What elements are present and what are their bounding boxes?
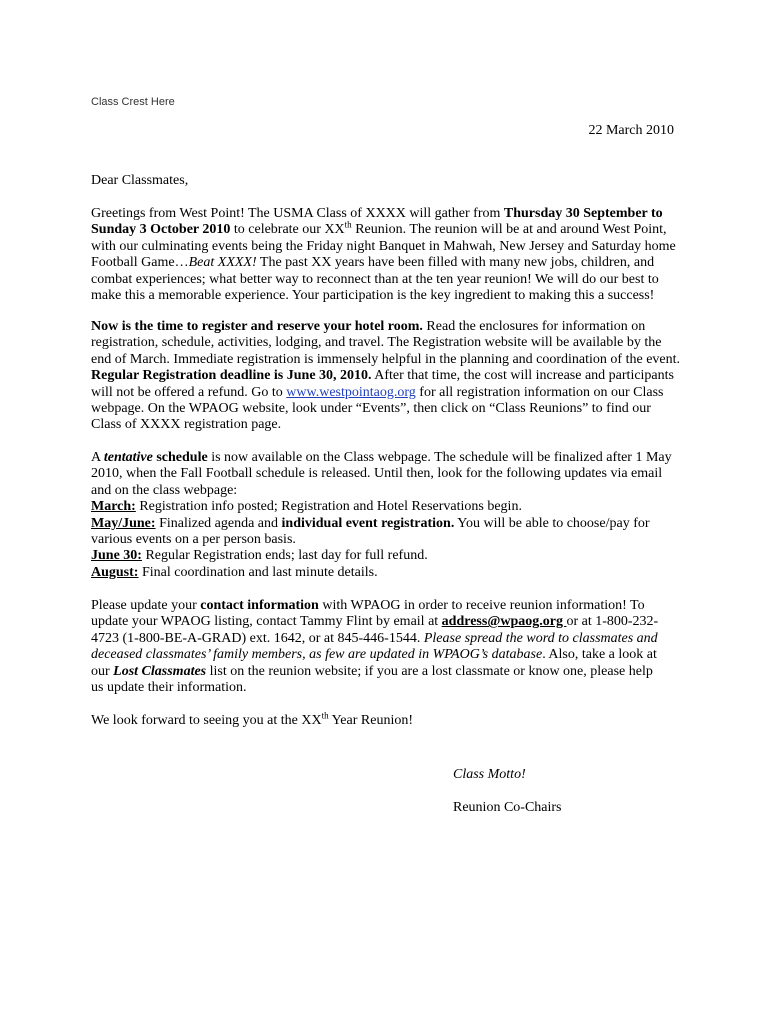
class-motto: Class Motto! (453, 767, 526, 782)
registration-deadline: Regular Registration deadline is June 30, 2010. (91, 368, 372, 384)
letter-date: 22 March 2010 (588, 123, 674, 138)
contact-email-link[interactable]: address@wpaog.org (441, 614, 567, 630)
schedule-item-august: August: Final coordination and last minute details. (91, 564, 378, 580)
paragraph-registration: Now is the time to register and reserve your hotel room. Read the enclosures for information on registration, schedule, activities, lodging, and travel. The Registration website will be available by the end of March. Immediate registration is immensely helpful in the planning and coordination of the event. Regular Registration deadline is June 30, 2010. After that time, the cost will increase and participants will not be offered a refund. Go to www.westpointaog.org for all registration information on our Class webpage. On the WPAOG website, look under “Events”, then click on “Class Reunions” to find our Class of XXXX registration page. (91, 319, 681, 433)
schedule-item-june-30: June 30: Regular Registration ends; last day for full refund. (91, 548, 428, 564)
paragraph-greeting: Greetings from West Point! The USMA Class of XXXX will gather from Thursday 30 September to Sunday 3 October 2010 to celebrate our XXth Reunion. The reunion will be at and around West Point, with our culminating events being the Friday night Banquet in Mahwah, New Jersey and Saturday home Football Game…Beat XXXX! The past XX years have been filled with many new jobs, children, and combat experiences; what better way to reconnect than at the ten year reunion! We will do our best to make this a memorable experience. Your participation is the key ingredient to making this a success! (91, 206, 676, 304)
salutation: Dear Classmates, (91, 173, 189, 188)
paragraph-closing: We look forward to seeing you at the XXth Year Reunion! (91, 710, 413, 728)
westpointaog-link[interactable]: www.westpointaog.org (286, 384, 416, 400)
paragraph-schedule: A tentative schedule is now available on the Class webpage. The schedule will be finalized after 1 May 2010, when the Fall Football schedule is released. Until then, look for the following updates via email and on the class webpage: March: Registration info posted; Registration and Hotel Reservations begin. May/June: Finalized agenda and individual event registration. You will be able to choose/pay for various events on a per person basis. June 30: Regular Registration ends; last day for full refund. August: Final coordination and last minute details. (91, 450, 681, 581)
schedule-item-may-june: May/June: Finalized agenda and individual event registration. You will be able to choose/pay for (91, 515, 650, 531)
paragraph-contact: Please update your contact information with WPAOG in order to receive reunion information! To update your WPAOG listing, contact Tammy Flint by email at address@wpaog.org or at 1-800-232- 4723 (1-800-BE-A-GRAD) ext. 1642, or at 845-446-1544. Please spread the word to classmates and deceased classmates’ family members, as few are updated in WPAOG’s database. Also, take a look at our Lost Classmates list on the reunion website; if you are a lost classmate or know one, please help us update their information. (91, 598, 659, 696)
reunion-end-date: Sunday 3 October 2010 (91, 222, 231, 238)
signature-reunion-co-chairs: Reunion Co-Chairs (453, 800, 562, 815)
schedule-item-march: March: Registration info posted; Registration and Hotel Reservations begin. (91, 499, 522, 515)
class-crest-placeholder: Class Crest Here (91, 96, 175, 108)
reunion-start-date: Thursday 30 September to (503, 206, 663, 221)
